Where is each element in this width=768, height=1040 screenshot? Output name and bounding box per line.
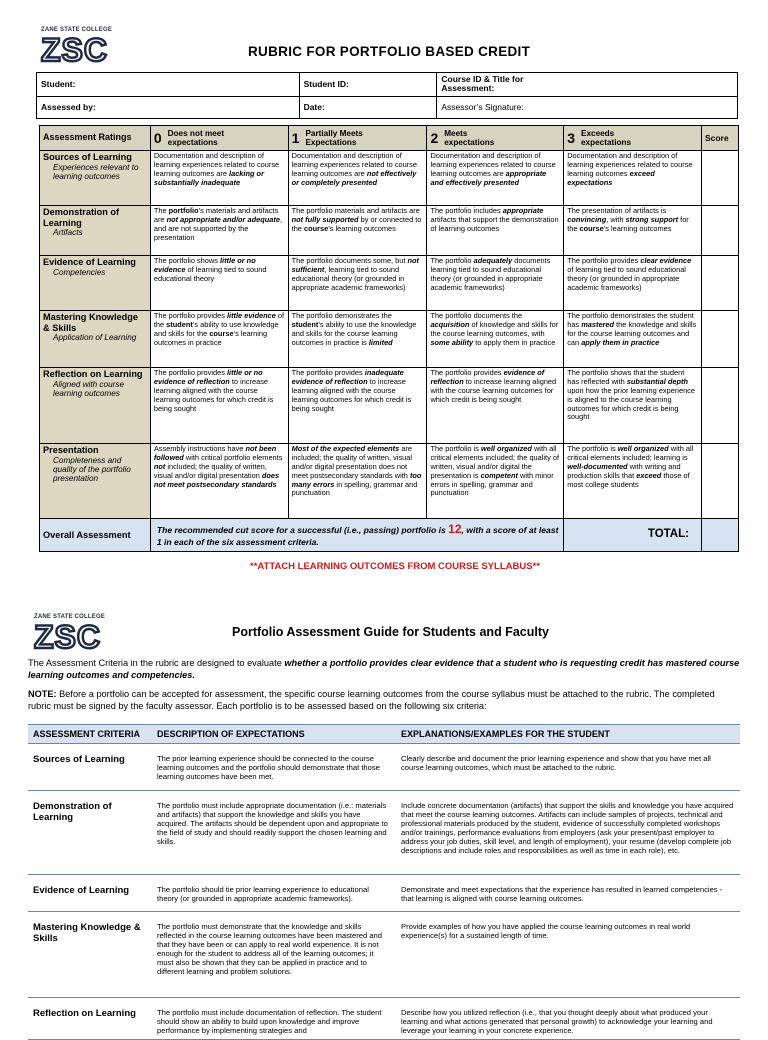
guide-row: [28, 1004, 740, 1040]
guide-explanation: Demonstrate and meet expectations that the experience has resulted in learned competencies - that learning is aligned with course learning outcomes.: [396, 881, 740, 911]
rating-cell: Assembly instructions have not been followed with critical portfolio elements not included; the quality of written, visual and/or digital presentation does not meet postsecondary standards: [150, 444, 288, 519]
row-title: Demonstration of Learning Artifacts: [40, 206, 151, 256]
guide-description: The prior learning experience should be connected to the course learning outcomes and the portfolio should demonstrate that those learning outcomes have been met.: [152, 750, 396, 790]
rubric-row-demonstration: [40, 206, 739, 256]
logo-college-name: ZANE STATE COLLEGE: [34, 614, 106, 620]
rating-cell: The portfolio provides little evidence of the student’s ability to use knowledge and skills for the course’s learning outcomes in practice: [150, 311, 288, 368]
guide-title: Portfolio Assessment Guide for Students and Faculty: [232, 625, 549, 639]
rating-cell: The portfolio documents some, but not sufficient, learning tied to sound educational theory (or grounded in appropriate academic frameworks): [288, 256, 427, 311]
guide-row: [28, 797, 740, 875]
rubric-row-presentation: [40, 444, 739, 519]
guide-criteria: Mastering Knowledge & Skills: [28, 918, 152, 998]
student-field[interactable]: Student:: [37, 73, 300, 97]
rating-cell: The portfolio’s materials and artifacts are not appropriate and/or adequate, and are not supported by the presentation: [150, 206, 288, 256]
guide-row: [28, 918, 740, 998]
rubric-row-evidence: [40, 256, 739, 311]
guide-description: The portfolio must include appropriate documentation (i.e.: materials and artifacts) that support the knowledge and skills you have acquired. The artifacts should be dependent upon and appropriate to the field of study and should readily support the chosen learning and skills.: [152, 797, 396, 875]
rating-cell: Documentation and description of learning experiences related to course learning outcomes are lacking or substantially inadequate: [150, 151, 288, 206]
rubric-row-reflection: [40, 368, 739, 444]
logo-mark: ZSC: [41, 32, 108, 68]
signature-field[interactable]: Assessor’s Signature:: [437, 96, 738, 118]
guide-header-criteria: ASSESSMENT CRITERIA: [28, 725, 152, 744]
guide-explanation: Include concrete documentation (artifacts) that support the skills and knowledge you have acquired that meet the course learning outcomes. Artifacts can include samples of projects, technical and professional materials produced by the student, evidence of successfully completed workshops and/or trainings, performance evaluations from employers (ask your present/past employer to address your job duties, skill level, and length of employment), your resume (develop complete job descriptions and include roles and responsibilities as well as time in each role), etc.: [396, 797, 740, 875]
guide-header-explanations: EXPLANATIONS/EXAMPLES FOR THE STUDENT: [396, 725, 740, 744]
header-col-1: 1 Partially Meets Expectations: [288, 126, 427, 151]
rubric-header-row: [40, 126, 739, 151]
guide-explanation: Describe how you utilized reflection (i.e., that you thought deeply about what produced your learning and what actions generated that personal growth) to acknowledge your learning and leverage your learning in your concrete experience.: [396, 1004, 740, 1040]
guide-header-row: [28, 725, 740, 744]
overall-title: Overall Assessment: [40, 519, 151, 552]
guide-description: The portfolio should tie prior learning experience to educational theory (or grounded in appropriate academic frameworks).: [152, 881, 396, 911]
rating-cell: The portfolio provides clear evidence of learning tied to sound educational theory (or grounded in appropriate academic frameworks): [564, 256, 702, 311]
header-col-2: 2 Meets expectations: [427, 126, 564, 151]
score-cell[interactable]: [701, 444, 738, 519]
score-cell[interactable]: [701, 311, 738, 368]
rating-cell: Documentation and description of learning experiences related to course learning outcomes are appropriate and effectively presented: [427, 151, 564, 206]
rating-cell: The portfolio provides evidence of reflection to increase learning aligned with the course learning outcomes for which credit is being sought: [427, 368, 564, 444]
score-cell[interactable]: [701, 256, 738, 311]
rating-cell: The portfolio provides inadequate evidence of reflection to increase learning aligned with the course learning outcomes for which credit is being sought: [288, 368, 427, 444]
cut-score-note: The recommended cut score for a successful (i.e., passing) portfolio is 12, with a score of at least 1 in each of the six assessment criteria.: [150, 519, 563, 552]
row-title: Mastering Knowledge & Skills Application of Learning: [40, 311, 151, 368]
guide-note: NOTE: Before a portfolio can be accepted for assessment, the specific course learning outcomes from the course syllabus must be attached to the rubric. The completed rubric must be signed by the faculty assessor. Each portfolio is to be assessed based on the following six criteria:: [28, 689, 715, 711]
guide-criteria: Demonstration of Learning: [28, 797, 152, 875]
rating-cell: The portfolio includes appropriate artifacts that support the demonstration of learning outcomes: [427, 206, 564, 256]
attach-outcomes-note: **ATTACH LEARNING OUTCOMES FROM COURSE SYLLABUS**: [250, 561, 540, 572]
student-id-field[interactable]: Student ID:: [299, 73, 437, 97]
header-col-3: 3 Exceeds expectations: [564, 126, 702, 151]
rating-cell: The portfolio demonstrates the student’s ability to use the knowledge and skills for the course learning outcomes in practice is limited: [288, 311, 427, 368]
rating-cell: The portfolio is well organized with all critical elements included; learning is well-documented with writing and production skills that exceed those of most college students: [564, 444, 702, 519]
guide-description: The portfolio must include documentation of reflection. The student should show an ability to build upon knowledge and improve performance by implementing strategies and: [152, 1004, 396, 1040]
rating-cell: The portfolio is well organized with all critical elements included; the quality of written, visual and/or digital the presentation is competent with minor errors in spelling, grammar and punctuation: [427, 444, 564, 519]
college-logo-2: [34, 614, 114, 654]
rating-cell: The portfolio demonstrates the student has mastered the knowledge and skills for the course learning outcomes and can apply them in practice: [564, 311, 702, 368]
row-title: Sources of Learning Experiences relevant to learning outcomes: [40, 151, 151, 206]
rating-cell: The portfolio materials and artifacts are not fully supported by or connected to the course’s learning outcomes: [288, 206, 427, 256]
total-label: TOTAL:: [564, 519, 702, 552]
rating-cell: The portfolio shows little or no evidence of learning tied to sound educational theory: [150, 256, 288, 311]
score-cell[interactable]: [701, 206, 738, 256]
rating-cell: Documentation and description of learning experiences related to course learning outcomes exceed expectations: [564, 151, 702, 206]
guide-criteria: Sources of Learning: [28, 750, 152, 790]
logo-college-name: ZANE STATE COLLEGE: [41, 27, 113, 33]
rating-cell: The portfolio shows that the student has reflected with substantial depth upon how the prior learning experience is aligned to the course learning outcomes for which credit is being sought: [564, 368, 702, 444]
row-title: Evidence of Learning Competencies: [40, 256, 151, 311]
rubric-row-sources: [40, 151, 739, 206]
rating-cell: The presentation of artifacts is convincing, with strong support for the course’s learning outcomes: [564, 206, 702, 256]
student-info-table: [36, 72, 738, 119]
assessed-by-field[interactable]: Assessed by:: [37, 96, 300, 118]
rating-cell: The portfolio documents the acquisition of knowledge and skills for the course learning outcomes, with some ability to apply them in practice: [427, 311, 564, 368]
rubric-table: [39, 125, 739, 552]
guide-header-description: DESCRIPTION OF EXPECTATIONS: [152, 725, 396, 744]
guide-criteria: Evidence of Learning: [28, 881, 152, 911]
guide-criteria: Reflection on Learning: [28, 1004, 152, 1040]
score-cell[interactable]: [701, 151, 738, 206]
row-title: Reflection on Learning Aligned with course learning outcomes: [40, 368, 151, 444]
guide-description: The portfolio must demonstrate that the knowledge and skills reflected in the course learning outcomes have been mastered and that they have been or can apply to real world experience. It is not enough for the student to address all of the learning outcomes; it must also be shown that they can be applied in practice and to different learning and problem solutions.: [152, 918, 396, 998]
rating-cell: Most of the expected elements are included; the quality of written, visual and/or digital presentation does not meet postsecondary standards with too many errors in spelling, grammar and punctuation: [288, 444, 427, 519]
rubric-row-overall: [40, 519, 739, 552]
header-col-0: 0 Does not meet expectations: [150, 126, 288, 151]
rating-cell: The portfolio provides little or no evidence of reflection to increase learning aligned with the course learning outcomes for which credit is being sought: [150, 368, 288, 444]
logo-mark: ZSC: [34, 619, 101, 655]
date-field[interactable]: Date:: [299, 96, 437, 118]
total-score-cell[interactable]: [701, 519, 738, 552]
guide-table: [28, 724, 740, 1040]
rating-cell: Documentation and description of learning experiences related to course learning outcomes are not effectively or completely presented: [288, 151, 427, 206]
college-logo: [41, 27, 121, 67]
rubric-row-mastering: [40, 311, 739, 368]
guide-intro: The Assessment Criteria in the rubric are designed to evaluate whether a portfolio provides clear evidence that a student who is requesting credit has mastered course learning outcomes and competencies.: [28, 658, 740, 680]
score-cell[interactable]: [701, 368, 738, 444]
page-title: RUBRIC FOR PORTFOLIO BASED CREDIT: [248, 44, 531, 59]
course-field[interactable]: Course ID & Title for Assessment:: [437, 73, 738, 97]
guide-row: [28, 881, 740, 911]
guide-explanation: Provide examples of how you have applied the course learning outcomes in real world experience(s) for a sustained length of time.: [396, 918, 740, 998]
rating-cell: The portfolio adequately documents learning tied to sound educational theory (or grounded in appropriate academic frameworks): [427, 256, 564, 311]
header-ratings: Assessment Ratings: [40, 126, 151, 151]
guide-explanation: Clearly describe and document the prior learning experience and show that you have met all course learning outcomes, which must be attached to the rubric.: [396, 750, 740, 790]
row-title: Presentation Completeness and quality of the portfolio presentation: [40, 444, 151, 519]
guide-row: [28, 750, 740, 790]
header-score: Score: [701, 126, 738, 151]
